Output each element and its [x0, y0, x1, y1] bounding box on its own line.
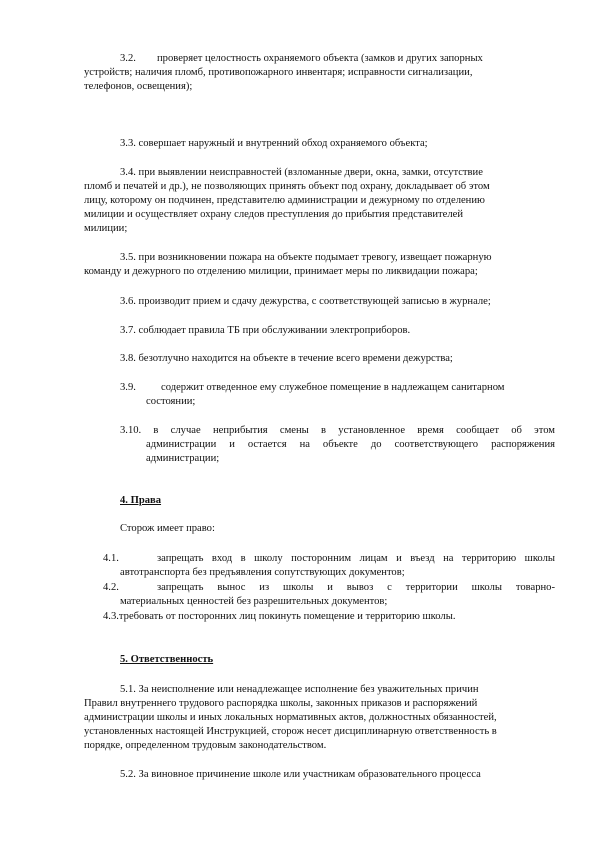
item-5-1-line-2: Правил внутреннего трудового распорядка школы, законных приказов и распоряжений — [84, 698, 478, 709]
item-5-1-line-4: установленных настоящей Инструкцией, сторож несет дисциплинарную ответственность в — [84, 726, 497, 737]
item-3-7: 3.7. соблюдает правила ТБ при обслуживании электроприборов. — [120, 325, 411, 336]
item-4-2-line-1: запрещать вынос из школы и вывоз с территории школы товарно- — [157, 582, 555, 593]
item-3-2-line-1: проверяет целостность охраняемого объекта (замков и других запорных — [157, 53, 483, 64]
item-3-4-line-3: лицу, которому он подчинен, представителю администрации и дежурному по отделению — [84, 195, 485, 206]
item-4-2-number: 4.2. — [103, 582, 119, 593]
item-3-4-line-2: пломб и печатей и др.), не позволяющих принять объект под охрану, докладывает об этом — [84, 181, 490, 192]
item-3-9-number: 3.9. — [120, 382, 136, 393]
item-3-2-line-3: телефонов, освещения); — [84, 81, 193, 92]
item-3-2-line-2: устройств; наличия пломб, противопожарного инвентаря; исправности сигнализации, — [84, 67, 473, 78]
section-5-heading: 5. Ответственность — [120, 654, 214, 665]
item-4-1-number: 4.1. — [103, 553, 119, 564]
item-4-1-line-2: автотранспорта без предъявления сопутствующих документов; — [120, 567, 405, 578]
item-3-4-line-1: 3.4. при выявлении неисправностей (взломанные двери, окна, замки, отсутствие — [120, 167, 483, 178]
item-4-3: 4.3.требовать от посторонних лиц покинуть помещение и территорию школы. — [103, 611, 456, 622]
item-3-9-line-2: состоянии; — [146, 396, 196, 407]
item-3-5-line-2: команду и дежурного по отделению милиции, принимает меры по ликвидации пожара; — [84, 266, 478, 277]
item-3-10-line-3: администрации; — [146, 453, 220, 464]
item-3-9-line-1: содержит отведенное ему служебное помещение в надлежащем санитарном — [161, 382, 505, 393]
item-3-10-line-2: администрации и остается на объекте до соответствующего распоряжения — [146, 439, 555, 450]
item-3-10-line-1: 3.10. в случае неприбытия смены в установленное время сообщает об этом — [120, 425, 555, 436]
item-4-1-line-1: запрещать вход в школу посторонним лицам и въезд на территорию школы — [157, 553, 555, 564]
section-4-intro: Сторож имеет право: — [120, 523, 215, 534]
item-3-8: 3.8. безотлучно находится на объекте в течение всего времени дежурства; — [120, 353, 453, 364]
item-5-1-line-5: порядке, определенном трудовым законодательством. — [84, 740, 327, 751]
section-4-heading: 4. Права — [120, 495, 162, 506]
item-3-4-line-4: милиции и осуществляет охрану следов преступления до прибытия представителей — [84, 209, 463, 220]
item-3-6: 3.6. производит прием и сдачу дежурства, с соответствующей записью в журнале; — [120, 296, 491, 307]
item-3-4-line-5: милиции; — [84, 223, 128, 234]
item-5-1-line-3: администрации школы и иных локальных нормативных актов, должностных обязанностей, — [84, 712, 497, 723]
item-3-3: 3.3. совершает наружный и внутренний обход охраняемого объекта; — [120, 138, 428, 149]
item-5-1-line-1: 5.1. За неисполнение или ненадлежащее исполнение без уважительных причин — [120, 684, 479, 695]
item-4-2-line-2: материальных ценностей без разрешительных документов; — [120, 596, 388, 607]
item-3-5-line-1: 3.5. при возникновении пожара на объекте подымает тревогу, извещает пожарную — [120, 252, 492, 263]
item-5-2-line-1: 5.2. За виновное причинение школе или участникам образовательного процесса — [120, 769, 481, 780]
item-3-2-number: 3.2. — [120, 53, 136, 64]
